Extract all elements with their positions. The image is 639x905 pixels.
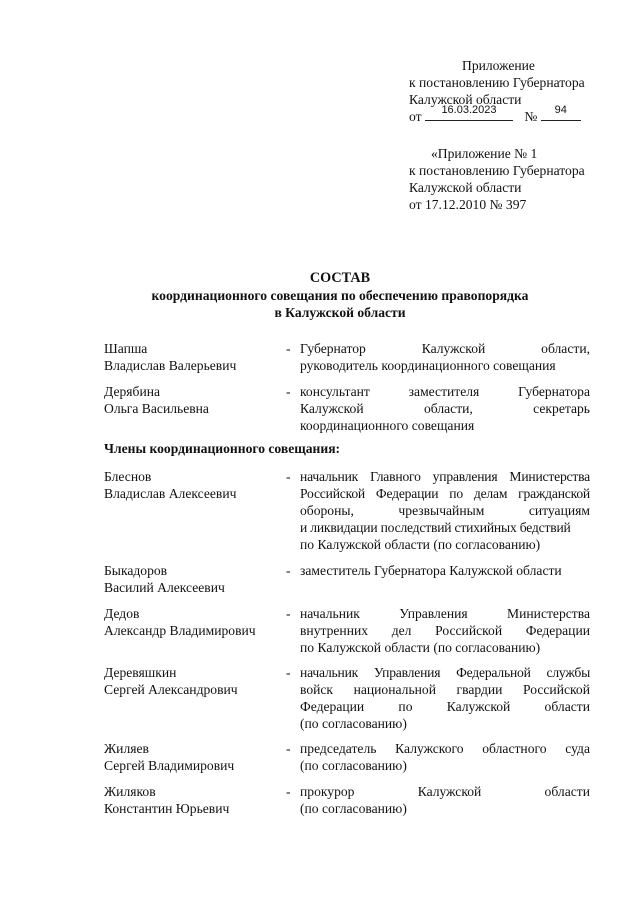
appendix-date-line [409,104,585,125]
surname: Блеснов [104,469,152,484]
given-names: Владислав Алексеевич [104,486,237,501]
position-line: начальник Главного управления Министерства [300,469,590,484]
title-line-2: координационного совещания по обеспечению правопорядка [151,288,529,303]
handwritten-number: 94 [554,104,567,116]
person-name [104,562,284,596]
surname: Жиляков [104,784,156,799]
position-line: начальник Управления Федеральной службы [300,665,590,680]
surname: Быкадоров [104,563,168,578]
date-prefix: от [409,109,422,124]
original-appendix-label: «Приложение № 1 [431,146,538,161]
person-name [104,740,284,774]
given-names: Константин Юрьевич [104,801,230,816]
surname: Шапша [104,341,148,356]
dash: - [286,563,291,578]
position-line: (по согласованию) [300,801,407,816]
position-line: обороны, чрезвычайным ситуациям [300,503,590,518]
number-blank [541,104,581,121]
position-line: Российской Федерации по делам гражданской [300,486,590,501]
position-text [300,605,590,656]
position-line: координационного совещания [300,418,475,433]
position-line: руководитель координационного совещания [300,358,556,373]
appendix-label: Приложение [462,58,535,73]
dash: - [286,469,291,484]
position-text [300,383,590,434]
position-line: Калужской области, секретарь [300,401,590,416]
members-heading: Члены координационного совещания: [104,441,341,456]
position-line: начальник Управления Министерства [300,606,590,621]
appendix-region-line: Калужской области [409,92,522,107]
original-date-line: от 17.12.2010 № 397 [409,197,527,212]
position-line: войск национальной гвардии Российской [300,682,590,697]
position-line: Федерации по Калужской области [300,699,590,714]
dash: - [286,784,291,799]
date-blank [425,104,513,121]
surname: Деревяшкин [104,665,177,680]
position-text [300,468,590,553]
appendix-header [409,57,585,125]
given-names: Владислав Валерьевич [104,358,237,373]
title-line-3: в Калужской области [274,305,406,320]
original-appendix-header [409,145,585,213]
appendix-decree-line: к постановлению Губернатора [409,75,585,90]
position-line: председатель Калужского областного суда [300,741,590,756]
position-line: заместитель Губернатора Калужской области [300,563,562,578]
person-name [104,783,284,817]
position-line: по Калужской области (по согласованию) [300,537,541,552]
number-prefix: № [524,109,538,124]
title-line-1: СОСТАВ [309,270,371,286]
given-names: Сергей Владимирович [104,758,235,773]
handwritten-date: 16.03.2023 [441,104,497,116]
given-names: Сергей Александрович [104,682,238,697]
dash: - [286,341,291,356]
original-decree-line: к постановлению Губернатора [409,163,585,178]
position-line: и ликвидации последствий стихийных бедствий [300,520,571,535]
surname: Жиляев [104,741,149,756]
given-names: Василий Алексеевич [104,580,225,595]
position-text [300,740,590,774]
person-name [104,605,284,639]
position-line: по Калужской области (по согласованию) [300,640,541,655]
surname: Дерябина [104,384,161,399]
position-line: внутренних дел Российской Федерации [300,623,590,638]
position-text [300,664,590,732]
position-line: (по согласованию) [300,716,407,731]
position-line: консультант заместителя Губернатора [300,384,590,399]
position-line: (по согласованию) [300,758,407,773]
position-line: прокурор Калужской области [300,784,590,799]
given-names: Александр Владимирович [104,623,256,638]
original-region-line: Калужской области [409,180,522,195]
position-text [300,340,590,374]
surname: Дедов [104,606,140,621]
dash: - [286,741,291,756]
position-text [300,562,590,579]
position-text [300,783,590,817]
dash: - [286,606,291,621]
given-names: Ольга Васильевна [104,401,209,416]
document-title [120,270,560,321]
dash: - [286,665,291,680]
person-name [104,340,284,374]
person-name [104,468,284,502]
dash: - [286,384,291,399]
person-name [104,383,284,417]
position-line: Губернатор Калужской области, [300,341,590,356]
person-name [104,664,284,698]
